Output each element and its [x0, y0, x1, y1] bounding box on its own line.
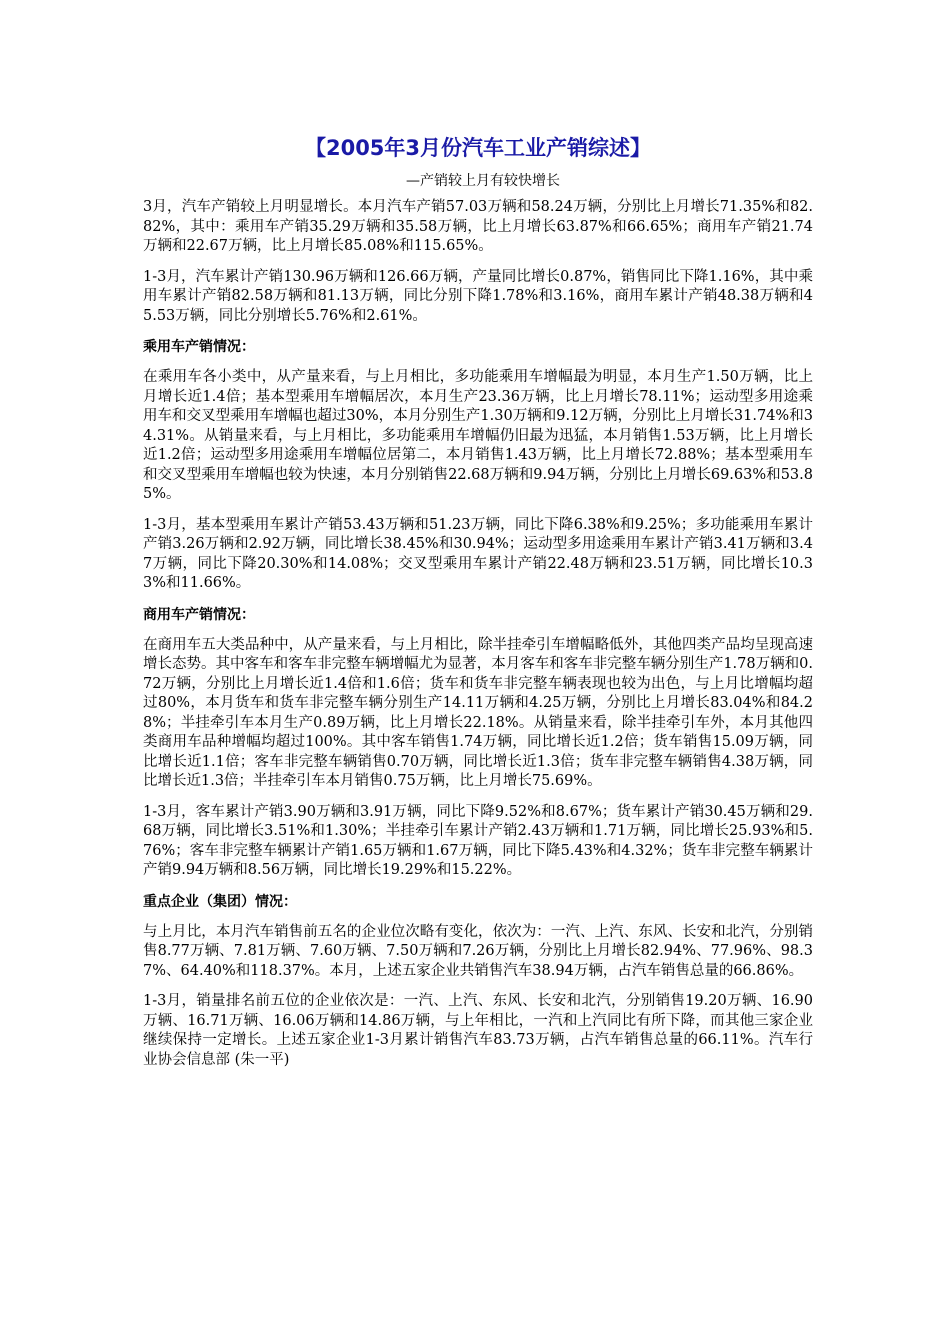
passenger-paragraph-2: 1-3月，基本型乘用车累计产销53.43万辆和51.23万辆，同比下降6.38%和9.25%；多功能乘用车累计产销3.26万辆和2.92万辆，同比增长38.45%和30.94%；运动型多用途乘用车累计产销3.41万辆和3.47万辆，同比下降20.30%和14.08%；交叉型乘用车累计产销22.48万辆和23.51万辆，同比增长10.33%和11.66%。: [143, 516, 813, 591]
passenger-section-heading: 乘用车产销情况：: [143, 339, 255, 355]
commercial-section-heading: 商用车产销情况：: [143, 606, 255, 623]
document-page: [143, 132, 813, 1081]
page-title: 【2005年3月份汽车工业产销综述】: [304, 136, 652, 160]
overview-paragraph-1: 3月，汽车产销较上月明显增长。本月汽车产销57.03万辆和58.24万辆，分别比上月增长71.35%和82.82%，其中：乘用车产销35.29万辆和35.58万辆，比上月增长63.87%和66.65%；商用车产销21.74万辆和22.67万辆，比上月增长85.08%和115.65%。: [143, 199, 813, 254]
enterprise-paragraph-1: 与上月比，本月汽车销售前五名的企业位次略有变化，依次为：一汽、上汽、东风、长安和北汽，分别销售8.77万辆、7.81万辆、7.60万辆、7.50万辆和7.26万辆，分别比上月增长82.94%、77.96%、98.37%、64.40%和118.37%。本月，上述五家企业共销售汽车38.94万辆，占汽车销售总量的66.86%。: [143, 923, 813, 979]
overview-paragraph-2: 1-3月，汽车累计产销130.96万辆和126.66万辆，产量同比增长0.87%，销售同比下降1.16%，其中乘用车累计产销82.58万辆和81.13万辆，同比分别下降1.78%和3.16%，商用车累计产销48.38万辆和45.53万辆，同比分别增长5.76%和2.61%。: [143, 268, 813, 324]
commercial-paragraph-1: 在商用车五大类品种中，从产量来看，与上月相比，除半挂牵引车增幅略低外，其他四类产品均呈现高速增长态势。其中客车和客车非完整车辆增幅尤为显著，本月客车和客车非完整车辆分别生产1.78万辆和0.72万辆，分别比上月增长近1.4倍和1.6倍；货车和货车非完整车辆表现也较为出色，与上月比增幅均超过80%，本月货车和货车非完整车辆分别生产14.11万辆和4.25万辆，分别比上月增长83.04%和84.28%；半挂牵引车本月生产0.89万辆，比上月增长22.18%。从销量来看，除半挂牵引车外，本月其他四类商用车品种增幅均超过100%。其中客车销售1.74万辆，同比增长近1.2倍；货车销售15.09万辆，同比增长近1.1倍；客车非完整车辆销售0.70万辆，同比增长近1.3倍；货车非完整车辆销售4.38万辆，同比增长近1.3倍；半挂牵引车本月销售0.75万辆，比上月增长75.69%。: [143, 636, 813, 789]
enterprise-paragraph-2: 1-3月，销量排名前五位的企业依次是：一汽、上汽、东风、长安和北汽，分别销售19.20万辆、16.90万辆、16.71万辆、16.06万辆和14.86万辆，与上年相比，一汽和上汽同比有所下降，而其他三家企业继续保持一定增长。上述五家企业1-3月累计销售汽车83.73万辆，占汽车销售总量的66.11%。汽车行业协会信息部 (朱一平): [143, 993, 813, 1068]
commercial-paragraph-2: 1-3月，客车累计产销3.90万辆和3.91万辆，同比下降9.52%和8.67%；货车累计产销30.45万辆和29.68万辆，同比增长3.51%和1.30%；半挂牵引车累计产销2.43万辆和1.71万辆，同比增长25.93%和5.76%；客车非完整车辆累计产销1.65万辆和1.67万辆，同比下降5.43%和4.32%；货车非完整车辆累计产销9.94万辆和8.56万辆，同比增长19.29%和15.22%。: [143, 803, 813, 878]
page-subtitle: —产销较上月有较快增长: [406, 173, 560, 189]
enterprise-section-heading: 重点企业（集团）情况：: [143, 893, 297, 910]
passenger-paragraph-1: 在乘用车各小类中，从产量来看，与上月相比，多功能乘用车增幅最为明显，本月生产1.50万辆，比上月增长近1.4倍；基本型乘用车增幅居次，本月生产23.36万辆，比上月增长78.11%；运动型多用途乘用车和交叉型乘用车增幅也超过30%，本月分别生产1.30万辆和9.12万辆，分别比上月增长31.74%和34.31%。从销量来看，与上月相比，多功能乘用车增幅仍旧最为迅猛，本月销售1.53万辆，比上月增长近1.2倍；运动型多用途乘用车增幅位居第二，本月销售1.43万辆，比上月增长72.88%；基本型乘用车和交叉型乘用车增幅也较为快速，本月分别销售22.68万辆和9.94万辆，分别比上月增长69.63%和53.85%。: [143, 369, 813, 502]
